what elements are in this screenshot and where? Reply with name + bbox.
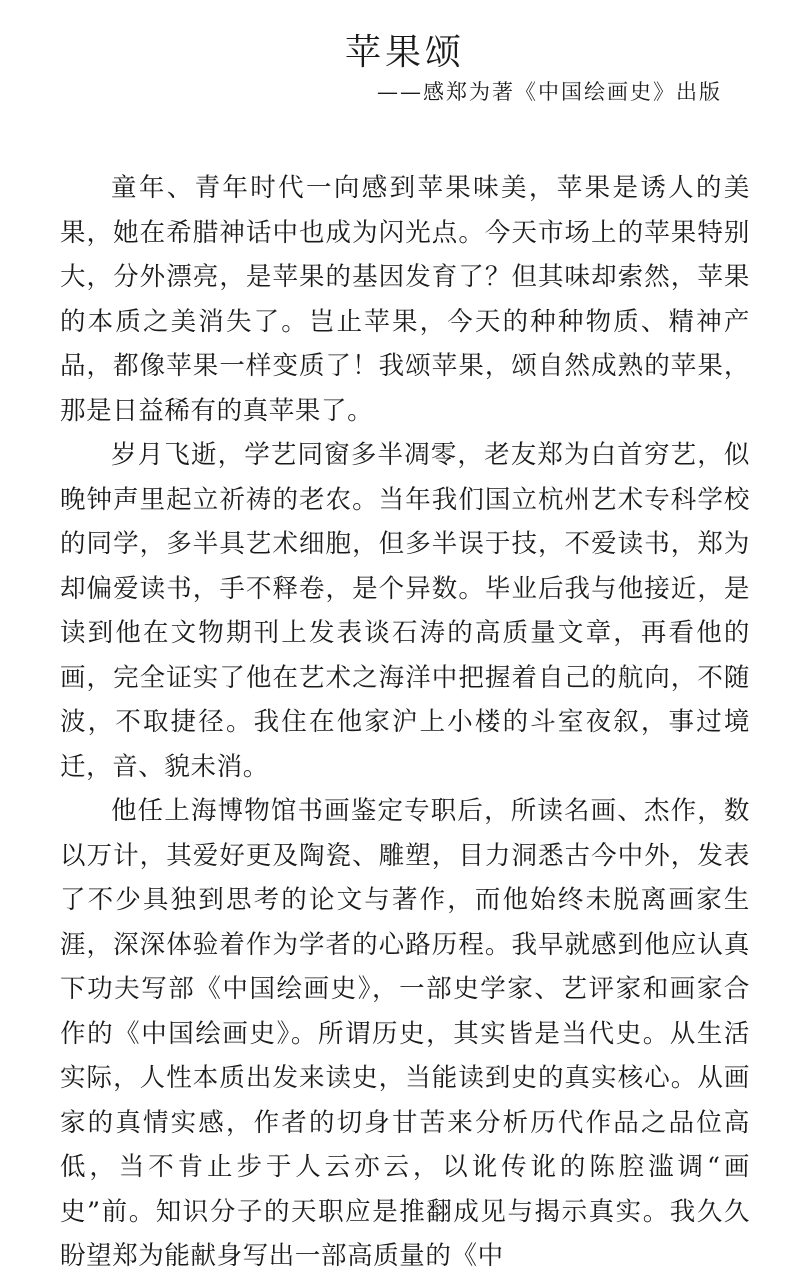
article-body: [60, 166, 750, 1279]
paragraph-3: 他任上海博物馆书画鉴定专职后，所读名画、杰作，数以万计，其爱好更及陶瓷、雕塑，目力洞悉古今中外，发表了不少具独到思考的论文与著作，而他始终未脱离画家生涯，深深体验着作为学者的心路历程。我早就感到他应认真下功夫写部《中国绘画史》，一部史学家、艺评家和画家合作的《中国绘画史》。所谓历史，其实皆是当代史。从生活实际，人性本质出发来读史，当能读到史的真实核心。从画家的真情实感，作者的切身甘苦来分析历代作品之品位高低，当不肯止步于人云亦云，以讹传讹的陈腔滥调“画史”前。知识分子的天职应是推翻成见与揭示真实。我久久盼望郑为能献身写出一部高质量的《中: [60, 796, 750, 1271]
page-subtitle: ——感郑为著《中国绘画史》出版: [377, 80, 722, 104]
paragraph-2: 岁月飞逝，学艺同窗多半凋零，老友郑为白首穷艺，似晚钟声里起立祈祷的老农。当年我们国立杭州艺术专科学校的同学，多半具艺术细胞，但多半误于技，不爱读书，郑为却偏爱读书，手不释卷，是个异数。毕业后我与他接近，是读到他在文物期刊上发表谈石涛的高质量文章，再看他的画，完全证实了他在艺术之海洋中把握着自己的航向，不随波，不取捷径。我住在他家沪上小楼的斗室夜叙，事过境迁，音、貌未消。: [60, 440, 750, 782]
paragraph-1: 童年、青年时代一向感到苹果味美，苹果是诱人的美果，她在希腊神话中也成为闪光点。今天市场上的苹果特别大，分外漂亮，是苹果的基因发育了？但其味却索然，苹果的本质之美消失了。岂止苹果，今天的种种物质、精神产品，都像苹果一样变质了！我颂苹果，颂自然成熟的苹果，那是日益稀有的真苹果了。: [60, 173, 750, 426]
page-title: 苹果颂: [344, 32, 465, 73]
